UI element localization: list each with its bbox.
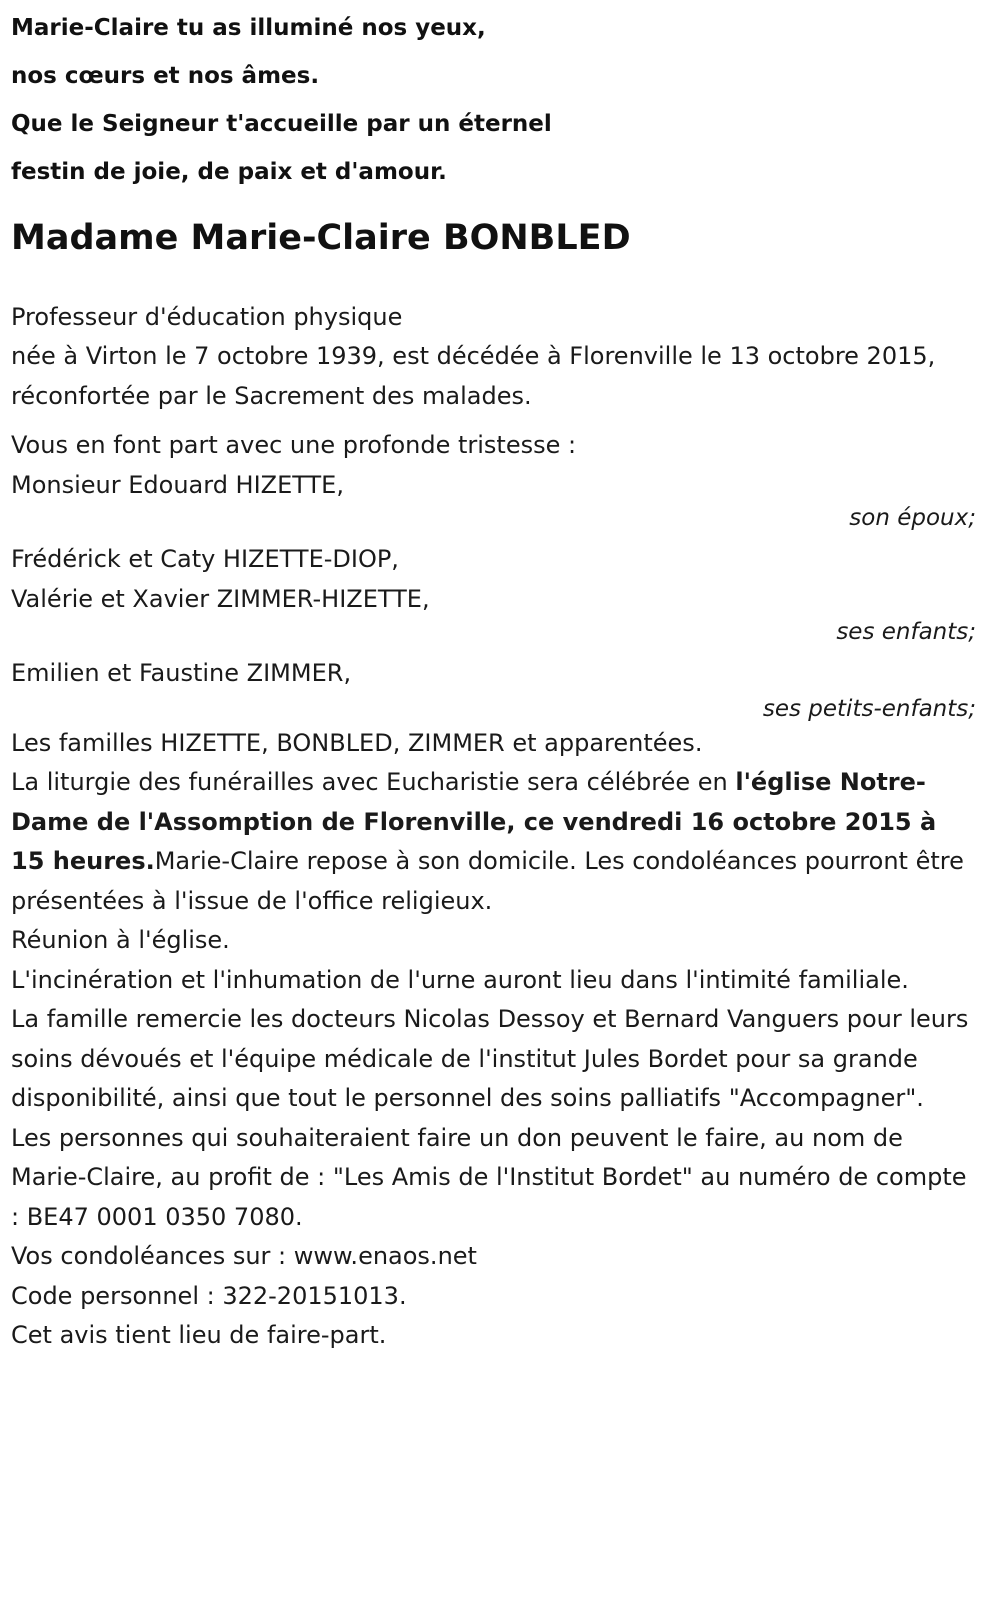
family-announcement bbox=[11, 426, 976, 763]
birth-death-paragraph: née à Virton le 7 octobre 1939, est décédée à Florenville le 13 octobre 2015, réconfortée par le Sacrement des malades. bbox=[11, 342, 936, 410]
poem bbox=[11, 0, 976, 196]
liturgy-place-time: l'église Notre-Dame de l'Assomption de Florenville, ce vendredi 16 octobre 2015 à 15 heures. bbox=[11, 768, 937, 875]
children-role: ses enfants; bbox=[836, 619, 976, 645]
deceased-profession: Professeur d'éducation physique bbox=[11, 303, 403, 331]
donation-paragraph: Les personnes qui souhaiteraient faire un don peuvent le faire, au nom de Marie-Claire, au profit de : "Les Amis de l'Institut Bordet" au numéro de compte : BE47 0001 0350 7080. bbox=[11, 1123, 967, 1231]
announcement-intro: Vous en font part avec une profonde tristesse : bbox=[11, 431, 577, 459]
thanks-paragraph: La famille remercie les docteurs Nicolas Dessoy et Bernard Vanguers pour leurs soins dévoués et l'équipe médicale de l'institut Jules Bordet pour sa grande disponibilité, ainsi que tout le personnel des soins palliatifs "Accompagner". bbox=[11, 1005, 969, 1112]
poem-line: nos cœurs et nos âmes. bbox=[11, 63, 320, 89]
liturgy-intro: La liturgie des funérailles avec Eucharistie sera célébrée en bbox=[11, 768, 736, 796]
deceased-name: Madame Marie-Claire BONBLED bbox=[11, 218, 631, 258]
grandchildren-names: Emilien et Faustine ZIMMER, bbox=[11, 659, 352, 687]
child-couple: Frédérick et Caty HIZETTE-DIOP, bbox=[11, 545, 399, 573]
personal-code-paragraph: Code personnel : 322-20151013. bbox=[11, 1281, 407, 1310]
meeting-paragraph: Réunion à l'église. bbox=[11, 926, 230, 954]
closing-paragraph: Cet avis tient lieu de faire-part. bbox=[11, 1321, 387, 1349]
liturgy-rest: Marie-Claire repose à son domicile. Les condoléances pourront être présentées à l'issue de l'office religieux. bbox=[11, 847, 964, 915]
poem-line: Que le Seigneur t'accueille par un éternel bbox=[11, 111, 552, 137]
condolences-paragraph: Vos condoléances sur : www.enaos.net bbox=[11, 1242, 477, 1270]
poem-line: Marie-Claire tu as illuminé nos yeux, bbox=[11, 15, 486, 41]
spouse-name: Monsieur Edouard HIZETTE, bbox=[11, 470, 344, 499]
child-couple: Valérie et Xavier ZIMMER-HIZETTE, bbox=[11, 584, 430, 613]
families-line: Les familles HIZETTE, BONBLED, ZIMMER et apparentées. bbox=[11, 728, 703, 757]
poem-line: festin de joie, de paix et d'amour. bbox=[11, 159, 447, 185]
cremation-paragraph: L'incinération et l'inhumation de l'urne auront lieu dans l'intimité familiale. bbox=[11, 965, 909, 994]
grandchildren-role: ses petits-enfants; bbox=[762, 695, 976, 722]
liturgy-paragraph bbox=[11, 763, 976, 921]
spouse-role: son époux; bbox=[849, 505, 976, 531]
